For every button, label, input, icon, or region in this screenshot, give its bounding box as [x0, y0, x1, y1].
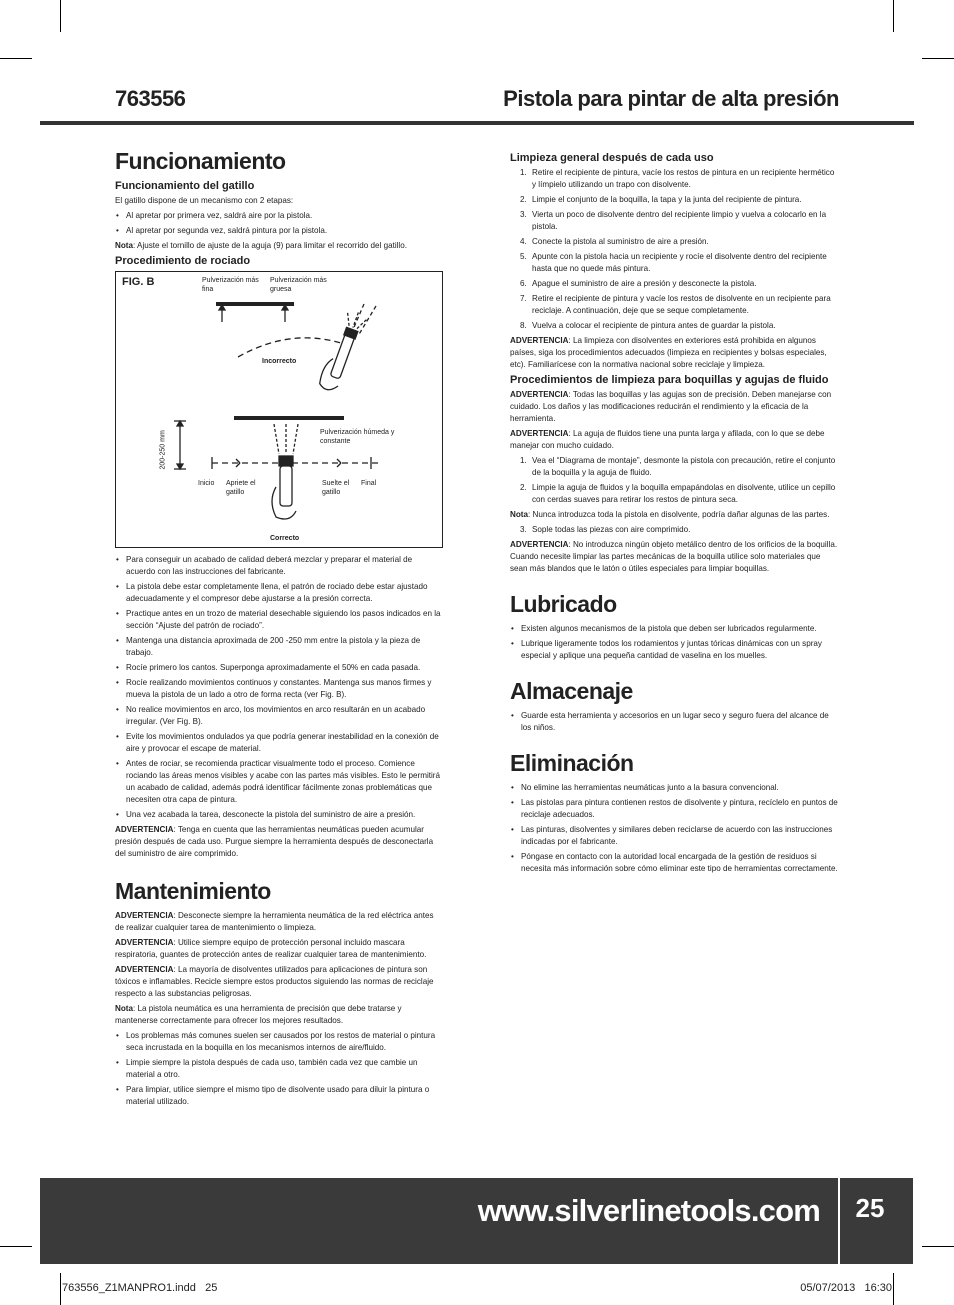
- warning-text: : Todas las boquillas y las agujas son de precisión. Deben manejarse con cuidado. Los daños y las modificaciones reducirán el rendimiento y la eficacia de la herramienta.: [510, 390, 832, 423]
- note-paragraph: [510, 509, 840, 521]
- subheading-boquillas: Procedimientos de limpieza para boquillas y agujas de fluido: [510, 374, 829, 386]
- list-item: • Antes de rociar, se recomienda practicar visualmente todo el proceso. Comience rociando las áreas menos visibles y acabe con las partes más visibles. Esto le permitirá un acabado de calidad, además podrá identificar fácilmente zonas problemáticas que necesiten otra capa de pintura.: [115, 758, 443, 806]
- bullet-list: [510, 623, 840, 662]
- list-item: • Evite los movimientos ondulados ya que podría generar inestabilidad en la conexión de aire y provocar el escape de material.: [115, 731, 443, 755]
- warning-paragraph: [115, 964, 443, 1000]
- list-item: • La pistola debe estar completamente llena, el patrón de rociado debe estar ajustado adecuadamente y el compresor debe ajustarse a la presión correcta.: [115, 581, 443, 605]
- list-item: • Limpie siempre la pistola después de cada uso, también cada vez que cambie un material a otro.: [115, 1057, 443, 1081]
- page-number: 25: [855, 1193, 885, 1223]
- crop-mark: [0, 1246, 32, 1247]
- list-item: • Para limpiar, utilice siempre el mismo tipo de disolvente usado para diluir la pintura o material utilizado.: [115, 1084, 443, 1108]
- warning-text: : La limpieza con disolventes en exteriores está prohibida en algunos países, siga los procedimientos adecuados (limpieza en recipientes y bolsas especiales, etc). Familiarícese con la normativa nacional sobre reciclaje y limpieza.: [510, 336, 827, 369]
- list-item: • Rocíe primero los cantos. Superponga aproximadamente el 50% en cada pasada.: [115, 662, 443, 674]
- list-item: 7. Retire el recipiente de pintura y vacíe los restos de disolvente en un recipiente para reciclaje. A continuación, deje que se seque completamente.: [520, 294, 831, 315]
- list-item: 6. Apague el suministro de aire a presión y desconecte la pistola.: [520, 279, 757, 288]
- warning-label: ADVERTENCIA: [510, 540, 569, 549]
- label-final: Final: [361, 480, 377, 487]
- warning-paragraph: [510, 335, 840, 371]
- list-item: 5. Apunte con la pistola hacia un recipiente y rocíe el disolvente dentro del recipiente hasta que no quede más pintura.: [520, 252, 827, 273]
- left-column: [115, 148, 443, 1111]
- print-slug-file: 763556_Z1MANPRO1.indd 25: [62, 1282, 218, 1294]
- warning-text: : Utilice siempre equipo de protección personal incluido mascara respiratoria, guantes de protección antes de realizar cualquier tarea de mantenimiento.: [115, 938, 427, 959]
- list-item: • Póngase en contacto con la autoridad local encargada de la gestión de residuos si necesita más información sobre cómo eliminar este tipo de herramientas correctamente.: [510, 851, 840, 875]
- warning-paragraph: [115, 824, 443, 860]
- list-item: • Existen algunos mecanismos de la pistola que deben ser lubricados regularmente.: [510, 623, 840, 635]
- product-code: 763556: [115, 86, 186, 111]
- list-item: • Las pinturas, disolventes y similares deben reciclarse de acuerdo con las instrucciones indicadas por el fabricante.: [510, 824, 840, 848]
- print-slug-date: 05/07/2013 16:30: [800, 1282, 892, 1294]
- crop-mark: [60, 1273, 61, 1305]
- list-item: • No elimine las herramientas neumáticas junto a la basura convencional.: [510, 782, 840, 794]
- warning-label: ADVERTENCIA: [510, 336, 569, 345]
- list-item: • Guarde esta herramienta y accesorios en un lugar seco y seguro fuera del alcance de los niños.: [510, 710, 840, 734]
- list-item: • Al apretar por primera vez, saldrá aire por la pistola.: [115, 210, 443, 222]
- spray-diagram: [116, 272, 442, 547]
- warning-label: ADVERTENCIA: [510, 429, 569, 438]
- label-inicio: Inicio: [198, 480, 215, 487]
- warning-label: ADVERTENCIA: [115, 938, 174, 947]
- section-title-almacenaje: Almacenaje: [510, 678, 633, 704]
- bullet-list: [115, 1030, 443, 1108]
- section-title-eliminacion: Eliminación: [510, 750, 634, 776]
- warning-paragraph: [510, 428, 840, 452]
- label-suelte: Suelte el gatillo: [322, 480, 350, 496]
- crop-mark: [893, 0, 894, 32]
- list-item: • No realice movimientos en arco, los movimientos en arco resultarán en un acabado irregular. (Ver Fig. B).: [115, 704, 443, 728]
- label-fina: Pulverización más fina: [202, 277, 259, 293]
- note-label: Nota: [115, 241, 133, 250]
- warning-label: ADVERTENCIA: [115, 911, 174, 920]
- label-distance: 200-250 mm: [159, 430, 167, 470]
- list-item: 2. Limpie la aguja de fluidos y la boquilla empapándolas en disolvente, utilice un cepillo con cerdas suaves para retirar los restos de pintura seca.: [520, 483, 836, 504]
- list-item: • Mantenga una distancia aproximada de 200 -250 mm entre la pistola y la pieza de trabajo.: [115, 635, 443, 659]
- label-incorrecto: Incorrecto: [262, 358, 297, 365]
- note-paragraph: [115, 1003, 443, 1027]
- note-label: Nota: [510, 510, 528, 519]
- list-item: 2. Limpie el conjunto de la boquilla, la tapa y la junta del recipiente de pintura.: [520, 195, 802, 204]
- warning-paragraph: [510, 539, 840, 575]
- list-item: 1. Retire el recipiente de pintura, vacíe los restos de pintura en un recipiente hermético y límpielo utilizando un trapo con disolvente.: [520, 168, 835, 189]
- numbered-list: [510, 167, 840, 332]
- list-item: • Lubrique ligeramente todos los rodamientos y juntas tóricas dinámicas con un spray especial y aplique una pequeña cantidad de vaselina en los muelles.: [510, 638, 840, 662]
- list-item: 8. Vuelva a colocar el recipiente de pintura antes de guardar la pistola.: [520, 321, 776, 330]
- list-item: 3. Vierta un poco de disolvente dentro del recipiente limpio y vuelva a colocarlo en la pistola.: [520, 210, 827, 231]
- list-item: • Las pistolas para pintura contienen restos de disolvente y pintura, recíclelo en puntos de reciclaje adecuados.: [510, 797, 840, 821]
- list-item: • Para conseguir un acabado de calidad deberá mezclar y preparar el material de acuerdo con las instrucciones del fabricante.: [115, 554, 443, 578]
- list-item: 1. Vea el “Diagrama de montaje”, desmonte la pistola con precaución, retire el conjunto de la boquilla y la aguja de fluido.: [520, 456, 836, 477]
- note-label: Nota: [115, 1004, 133, 1013]
- page-title: Pistola para pintar de alta presión: [503, 86, 839, 111]
- warning-text: : Desconecte siempre la herramienta neumática de la red eléctrica antes de realizar cualquier tarea de mantenimiento o limpieza.: [115, 911, 434, 932]
- label-humeda: Pulverización húmeda y constante: [320, 429, 395, 445]
- list-item: 4. Conecte la pistola al suministro de aire a presión.: [520, 237, 709, 246]
- bullet-list: [510, 782, 840, 875]
- subheading-gatillo: Funcionamiento del gatillo: [115, 180, 255, 192]
- warning-label: ADVERTENCIA: [115, 965, 174, 974]
- subheading-rociado: Procedimiento de rociado: [115, 255, 251, 267]
- subheading-limpieza: Limpieza general después de cada uso: [510, 152, 714, 164]
- section-title-mantenimiento: Mantenimiento: [115, 878, 271, 904]
- warning-text: : No introduzca ningún objeto metálico dentro de los orificios de la boquilla. Cuando necesite limpiar las partes mecánicas de la boquilla utilice solo materiales que sean más blandos que le latón o útiles especiales para limpiar boquillas.: [510, 540, 838, 573]
- warning-label: ADVERTENCIA: [510, 390, 569, 399]
- note-text: : Ajuste el tornillo de ajuste de la aguja (9) para limitar el recorrido del gatillo.: [133, 241, 407, 250]
- warning-text: : Tenga en cuenta que las herramientas neumáticas pueden acumular presión después de cada uso. Purgue siempre la herramienta después de desconectarla del suministro de aire comprimido.: [115, 825, 434, 858]
- warning-paragraph: [115, 937, 443, 961]
- crop-mark: [922, 58, 954, 59]
- list-item: • Los problemas más comunes suelen ser causados por los restos de material o pintura seca incrustada en la boquilla en los mecanismos internos de aire/fluido.: [115, 1030, 443, 1054]
- crop-mark: [893, 1273, 894, 1305]
- right-column: [510, 150, 840, 878]
- warning-text: : La mayoría de disolventes utilizados para aplicaciones de pintura son tóxicos e inflamables. Recicle siempre estos productos siguiendo las normas de reciclaje respecto a las substancias peligrosas.: [115, 965, 434, 998]
- numbered-list: [510, 524, 840, 536]
- warning-paragraph: [510, 389, 840, 425]
- list-item: 3. Sople todas las piezas con aire comprimido.: [520, 525, 691, 534]
- crop-mark: [922, 1246, 954, 1247]
- label-gruesa: Pulverización más gruesa: [270, 277, 327, 293]
- note-text: : Nunca introduzca toda la pistola en disolvente, podría dañar algunas de las partes.: [528, 510, 830, 519]
- warning-paragraph: [115, 910, 443, 934]
- warning-label: ADVERTENCIA: [115, 825, 174, 834]
- section-title-lubricado: Lubricado: [510, 591, 617, 617]
- footer-url[interactable]: www.silverlinetools.com: [477, 1193, 820, 1228]
- note-paragraph: [115, 240, 443, 252]
- section-title-funcionamiento: Funcionamiento: [115, 148, 286, 174]
- list-item: • Practique antes en un trozo de material desechable siguiendo los pasos indicados en la sección “Ajuste del patrón de rociado”.: [115, 608, 443, 632]
- numbered-list: [510, 455, 840, 506]
- list-item: • Una vez acabada la tarea, desconecte la pistola del suministro de aire a presión.: [115, 809, 443, 821]
- header-rule: [40, 121, 914, 125]
- warning-text: : La aguja de fluidos tiene una punta larga y afilada, con lo que se debe manejar con mucho cuidado.: [510, 429, 825, 450]
- label-correcto: Correcto: [270, 535, 300, 542]
- crop-mark: [0, 58, 32, 59]
- bullet-list: [115, 210, 443, 237]
- list-item: • Rocíe realizando movimientos continuos y constantes. Mantenga sus manos firmes y mueva la pistola de un lado a otro de forma recta (ver Fig. B).: [115, 677, 443, 701]
- list-item: • Al apretar por segunda vez, saldrá pintura por la pistola.: [115, 225, 443, 237]
- figure-b: [115, 271, 443, 548]
- bullet-list: [115, 554, 443, 821]
- note-text: : La pistola neumática es una herramienta de precisión que debe tratarse y mantenerse correctamente para ofrecer los mejores resultados.: [115, 1004, 402, 1025]
- bullet-list: [510, 710, 840, 734]
- label-apriete: Apriete el gatillo: [226, 480, 256, 496]
- crop-mark: [60, 0, 61, 32]
- paragraph: El gatillo dispone de un mecanismo con 2 etapas:: [115, 196, 294, 205]
- figure-label: FIG. B: [122, 276, 155, 288]
